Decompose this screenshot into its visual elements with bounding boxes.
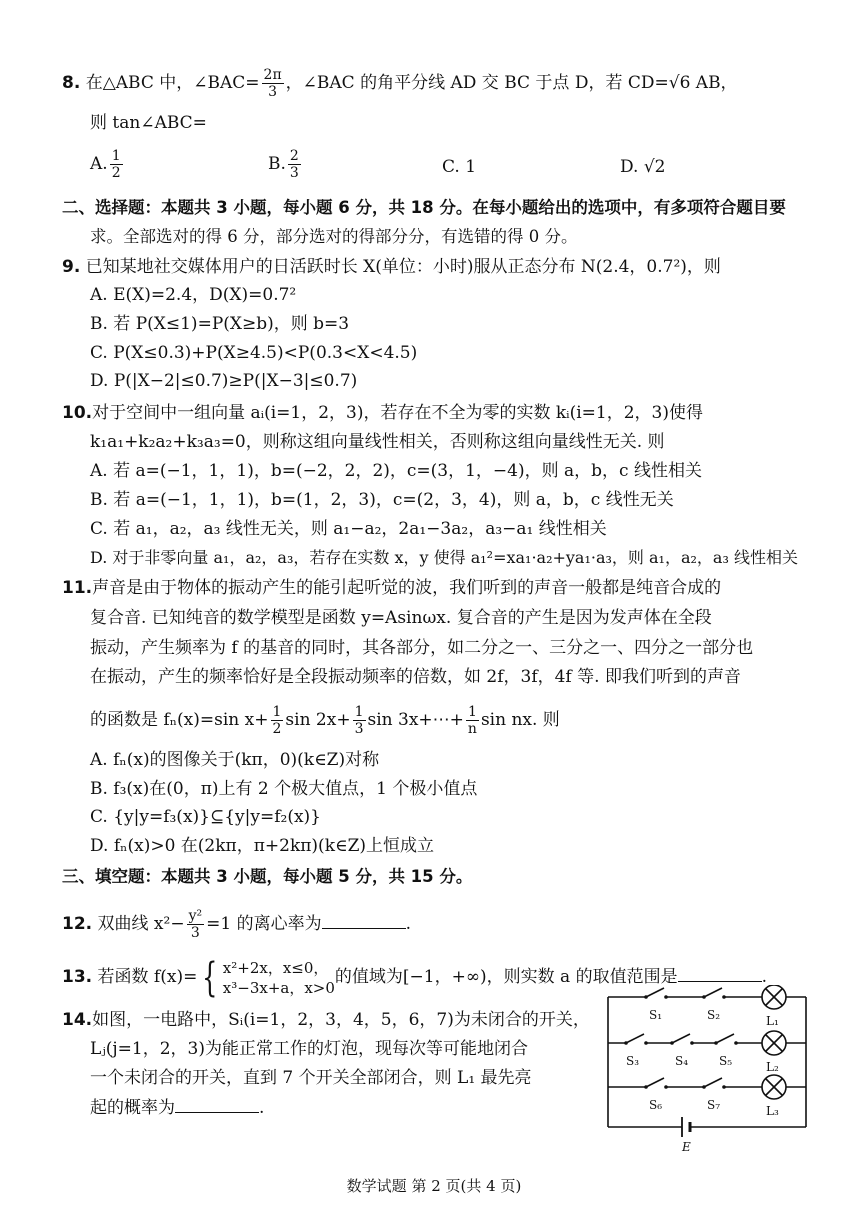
q14-line1: 14.如图，一电路中，Sᵢ(i=1，2，3，4，5，6，7)为未闭合的开关， bbox=[62, 1010, 590, 1030]
q14-line3: 一个未闭合的开关，直到 7 个开关全部闭合，则 L₁ 最先亮 bbox=[90, 1068, 532, 1088]
q10-stem-line2: k₁a₁+k₂a₂+k₃a₃=0，则称这组向量线性相关，否则称这组向量线性无关. 则 bbox=[90, 432, 665, 452]
q11-option-a: A. fₙ(x)的图像关于(kπ，0)(k∈Z)对称 bbox=[90, 750, 380, 770]
q8-fraction: $\frac{2\pi}{3}$ bbox=[263, 67, 282, 100]
q10-stem-line1: 10.对于空间中一组向量 aᵢ(i=1，2，3)，若存在不全为零的实数 kᵢ(i=1，2，3)使得 bbox=[62, 403, 703, 423]
q12-line: 12. 双曲线 x²− $\frac{\text{y²}}{3}$ =1 的离心率为 . bbox=[62, 908, 411, 941]
q9-option-b: B. 若 P(X≤1)=P(X≥b)，则 b=3 bbox=[90, 314, 350, 334]
q8-stem-part1: 在△ABC 中，∠BAC= bbox=[85, 73, 260, 93]
switch-label-s3: S₃ bbox=[626, 1054, 640, 1068]
q9-stem: 9. 已知某地社交媒体用户的日活跃时长 X(单位：小时)服从正态分布 N(2.4，0.7²)，则 bbox=[62, 257, 721, 277]
q13-cases: x²+2x，x≤0， x³−3x+a，x>0 bbox=[222, 958, 335, 997]
q11-line3: 振动，产生频率为 f 的基音的同时，其各部分，如二分之一、三分之一、四分之一部分也 bbox=[90, 638, 754, 658]
switch-label-s4: S₄ bbox=[675, 1054, 689, 1068]
circuit-diagram bbox=[596, 985, 816, 1155]
q10-option-a: A. 若 a=(−1，1，1)，b=(−2，2，2)，c=(3，1，−4)，则 a，b，c 线性相关 bbox=[90, 461, 702, 481]
lamp-label-l3: L₃ bbox=[766, 1104, 779, 1118]
q13-brace: { bbox=[202, 954, 218, 1001]
q8-number: 8. bbox=[62, 73, 81, 93]
q8-line1 bbox=[62, 67, 738, 100]
q11-option-c: C. {y|y=f₃(x)}⊆{y|y=f₂(x)} bbox=[90, 807, 321, 827]
section2-heading-line1: 二、选择题：本题共 3 小题，每小题 6 分，共 18 分。在每小题给出的选项中，有多项符合题目要 bbox=[62, 198, 786, 217]
q9-option-a: A. E(X)=2.4，D(X)=0.7² bbox=[90, 285, 297, 305]
q8-line2: 则 tan∠ABC= bbox=[90, 113, 207, 133]
q11-line4: 在振动，产生的频率恰好是全段振动频率的倍数，如 2f，3f，4f 等. 即我们听到的声音 bbox=[90, 667, 741, 687]
switch-label-s7: S₇ bbox=[707, 1098, 721, 1112]
q10-option-c: C. 若 a₁，a₂，a₃ 线性无关，则 a₁−a₂，2a₁−3a₂，a₃−a₁ 线性相关 bbox=[90, 519, 607, 539]
lamp-label-l2: L₂ bbox=[766, 1060, 779, 1074]
q12-answer-blank bbox=[322, 912, 406, 929]
switch-label-s6: S₆ bbox=[649, 1098, 663, 1112]
q11-option-d: D. fₙ(x)>0 在(2kπ，π+2kπ)(k∈Z)上恒成立 bbox=[90, 836, 435, 856]
switch-label-s2: S₂ bbox=[707, 1008, 721, 1022]
q11-line1: 11.声音是由于物体的振动产生的能引起听觉的波，我们听到的声音一般都是纯音合成的 bbox=[62, 578, 722, 598]
lamp-label-l1: L₁ bbox=[766, 1014, 779, 1028]
q10-option-d: D. 对于非零向量 a₁，a₂，a₃，若存在实数 x，y 使得 a₁²=xa₁·a₂+ya₁·a₃，则 a₁，a₂，a₃ 线性相关 bbox=[90, 548, 798, 567]
section3-heading: 三、填空题：本题共 3 小题，每小题 5 分，共 15 分。 bbox=[62, 867, 473, 886]
q13-answer-blank bbox=[678, 965, 762, 982]
switch-label-s1: S₁ bbox=[649, 1008, 663, 1022]
q14-line4: 起的概率为 . bbox=[90, 1098, 265, 1118]
q9-option-d: D. P(|X−2|≤0.7)≥P(|X−3|≤0.7) bbox=[90, 371, 358, 391]
q8-option-d: D. √2 bbox=[620, 157, 666, 177]
q13-line: 13. 若函数 f(x)= { x²+2x，x≤0， x³−3x+a，x>0 的值域为[−1，+∞)，则实数 a 的取值范围是 . bbox=[62, 954, 768, 1001]
q11-line2: 复合音. 已知纯音的数学模型是函数 y=Asinωx. 复合音的产生是因为发声体在全段 bbox=[90, 608, 712, 628]
battery-label-e: E bbox=[682, 1140, 691, 1154]
q8-option-c: C. 1 bbox=[442, 157, 477, 177]
q8-option-b: B. $\frac{2}{3}$ bbox=[268, 148, 299, 181]
switch-label-s5: S₅ bbox=[719, 1054, 733, 1068]
page-footer: 数学试题 第 2 页(共 4 页) bbox=[346, 1177, 522, 1195]
q10-option-b: B. 若 a=(−1，1，1)，b=(1，2，3)，c=(2，3，4)，则 a，b，c 线性无关 bbox=[90, 490, 674, 510]
q11-option-b: B. f₃(x)在(0，π)上有 2 个极大值点，1 个极小值点 bbox=[90, 779, 478, 799]
q8-option-a: A. $\frac{1}{2}$ bbox=[90, 148, 121, 181]
q14-line2: Lⱼ(j=1，2，3)为能正常工作的灯泡，现每次等可能地闭合 bbox=[90, 1039, 529, 1059]
q14-answer-blank bbox=[175, 1096, 259, 1113]
q9-option-c: C. P(X≤0.3)+P(X≥4.5)<P(0.3<X<4.5) bbox=[90, 343, 418, 363]
q11-line5: 的函数是 fₙ(x)=sin x+ $\frac{1}{2}$ sin 2x+ $\frac{1}{3}$ sin 3x+⋯+ $\frac{1}{n}$ sin nx. 则 bbox=[90, 704, 560, 737]
section2-heading-line2: 求。全部选对的得 6 分，部分选对的得部分分，有选错的得 0 分。 bbox=[90, 227, 578, 246]
q8-stem-part2: ，∠BAC 的角平分线 AD 交 BC 于点 D，若 CD=√6 AB， bbox=[285, 73, 738, 93]
